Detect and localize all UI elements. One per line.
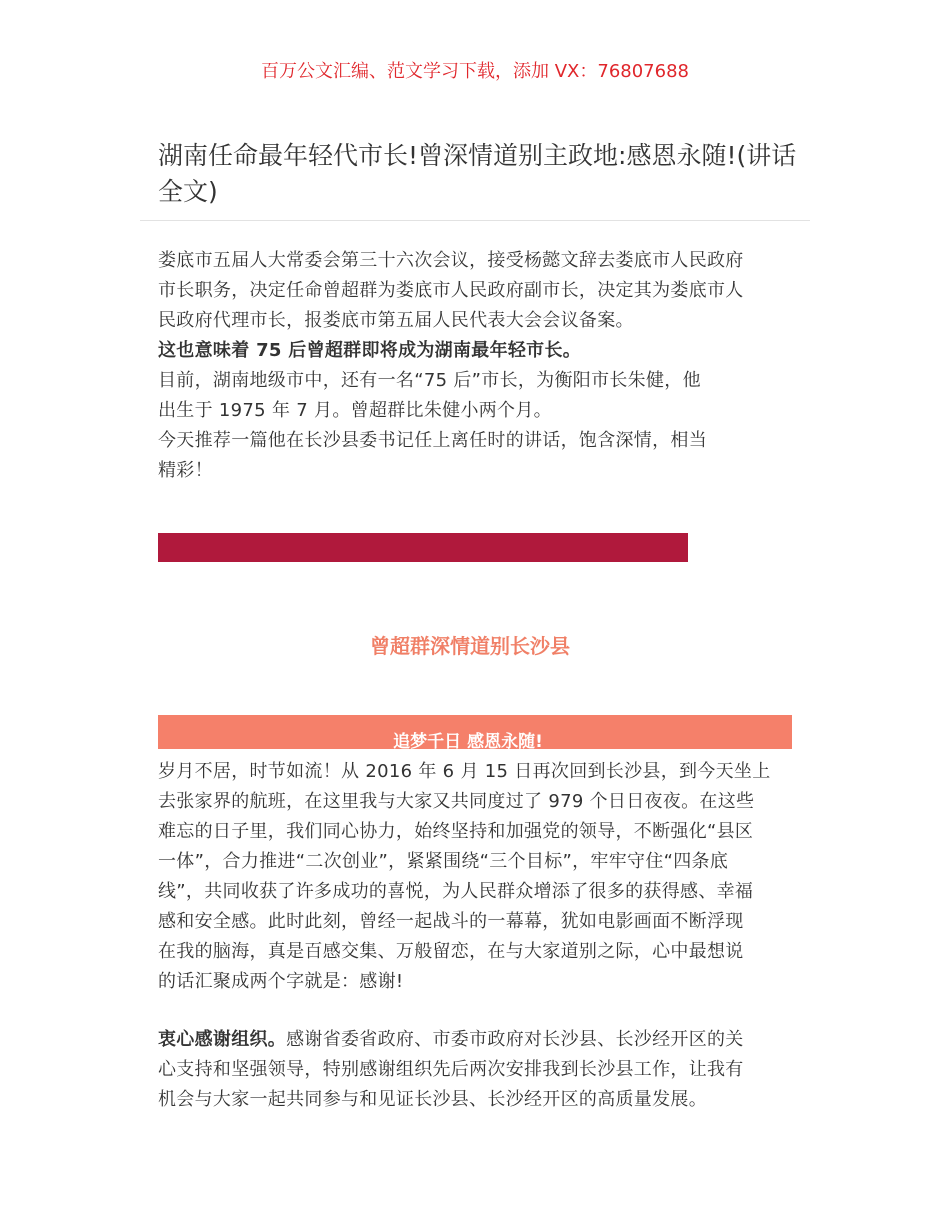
divider xyxy=(140,220,810,221)
para-line: 岁月不居，时节如流！从 2016 年 6 月 15 日再次回到长沙县，到今天坐上 xyxy=(158,761,771,782)
para-line: 线”，共同收获了许多成功的喜悦，为人民群众增添了很多的获得感、幸福 xyxy=(158,881,754,902)
para-line: 在我的脑海，真是百感交集、万般留恋，在与大家道别之际，心中最想说 xyxy=(158,941,744,962)
intro-line: 目前，湖南地级市中，还有一名“75 后”市长，为衡阳市长朱健，他 xyxy=(158,370,701,391)
para-line: 去张家界的航班，在这里我与大家又共同度过了 979 个日日夜夜。在这些 xyxy=(158,791,755,812)
section-heading: 曾超群深情道别长沙县 xyxy=(370,634,570,658)
para-line: 的话汇聚成两个字就是：感谢! xyxy=(158,971,404,992)
para-line: 感和安全感。此时此刻，曾经一起战斗的一幕幕，犹如电影画面不断浮现 xyxy=(158,911,744,932)
intro-line: 娄底市五届人大常委会第三十六次会议，接受杨懿文辞去娄底市人民政府 xyxy=(158,250,744,271)
para-line: 难忘的日子里，我们同心协力，始终坚持和加强党的领导，不断强化“县区 xyxy=(158,821,754,842)
bold-highlight: 这也意味着 75 后曾超群即将成为湖南最年轻市长。 xyxy=(158,340,582,361)
intro-line: 精彩！ xyxy=(158,460,213,481)
decorative-bar xyxy=(158,533,688,562)
intro-line: 民政府代理市长，报娄底市第五届人民代表大会会议备案。 xyxy=(158,310,634,331)
para-line: 心支持和坚强领导，特别感谢组织先后两次安排我到长沙县工作，让我有 xyxy=(158,1059,744,1080)
para-text: 感谢省委省政府、市委市政府对长沙县、长沙经开区的关 xyxy=(286,1029,744,1050)
para-line xyxy=(158,1025,744,1051)
section-title: 追梦千日 感恩永随! xyxy=(393,732,543,752)
para-lead: 衷心感谢组织。 xyxy=(158,1029,287,1050)
para-line: 机会与大家一起共同参与和见证长沙县、长沙经开区的高质量发展。 xyxy=(158,1089,707,1110)
intro-line: 市长职务，决定任命曾超群为娄底市人民政府副市长，决定其为娄底市人 xyxy=(158,280,744,301)
para-line: 一体”，合力推进“二次创业”，紧紧围绕“三个目标”，牢牢守住“四条底 xyxy=(158,851,729,872)
article-title: 湖南任命最年轻代市长!曾深情道别主政地:感恩永随!(讲话全文) xyxy=(158,141,797,206)
promo-banner: 百万公文汇编、范文学习下载，添加 VX：76807688 xyxy=(261,61,689,82)
intro-line: 今天推荐一篇他在长沙县委书记任上离任时的讲话，饱含深情，相当 xyxy=(158,430,707,451)
intro-line: 出生于 1975 年 7 月。曾超群比朱健小两个月。 xyxy=(158,400,552,421)
